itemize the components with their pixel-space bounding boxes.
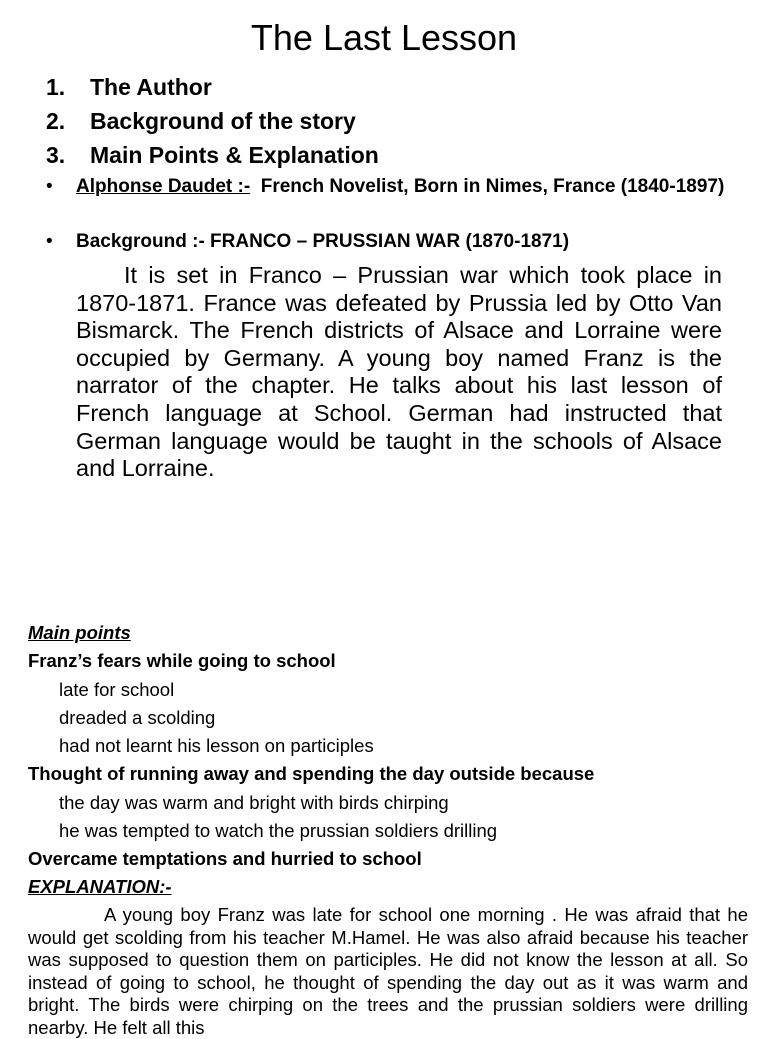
outline-list [46, 70, 379, 172]
main-points-section [0, 618, 768, 1038]
thought-item: the day was warm and bright with birds chirping [59, 792, 449, 813]
thought-item: he was tempted to watch the prussian soldiers drilling [59, 820, 498, 841]
fear-item: had not learnt his lesson on participles [59, 735, 374, 756]
outline-item [46, 138, 379, 172]
background-heading: Background :- FRANCO – PRUSSIAN WAR (1870-1871) [76, 231, 570, 252]
author-name: Alphonse Daudet :- [76, 176, 251, 197]
outline-number: 2. [46, 108, 66, 134]
overcame-heading: Overcame temptations and hurried to school [28, 848, 422, 869]
author-bullet [46, 176, 726, 198]
outline-item [46, 104, 379, 138]
bullet-icon: • [46, 176, 53, 197]
explanation-paragraph: A young boy Franz was late for school one morning . He was afraid that he would get scolding from his teacher M.Hamel. He was also afraid because his teacher was supposed to question them on participles. He did not know the lesson at all. So instead of going to school, he thought of spending the day out as it was warm and bright. The birds were chirping on the trees and the prussian soldiers were drilling nearby. He felt all this [28, 904, 748, 1038]
outline-number: 1. [46, 74, 66, 100]
fears-heading: Franz’s fears while going to school [28, 650, 336, 671]
background-paragraph: It is set in Franco – Prussian war which took place in 1870-1871. France was defeated by Prussia led by Otto Van Bismarck. The French districts of Alsace and Lorraine were occupied by Germany. A young boy named Franz is the narrator of the chapter. He talks about his last lesson of French language at School. German had instructed that German language would be taught in the schools of Alsace and Lorraine. [76, 262, 722, 482]
bullet-icon: • [46, 231, 53, 252]
outline-item [46, 70, 379, 104]
outline-text: The Author [90, 74, 212, 100]
outline-text: Main Points & Explanation [90, 142, 379, 168]
background-bullet [46, 231, 726, 253]
author-details: French Novelist, Born in Nimes, France (1840-1897) [260, 176, 725, 197]
explanation-heading: EXPLANATION:- [28, 876, 172, 897]
fear-item: dreaded a scolding [59, 707, 216, 728]
fear-item: late for school [59, 679, 175, 700]
main-points-heading: Main points [28, 622, 131, 643]
outline-number: 3. [46, 142, 66, 168]
thought-heading: Thought of running away and spending the day outside because [28, 763, 595, 784]
outline-text: Background of the story [90, 108, 356, 134]
page-title: The Last Lesson [250, 17, 518, 58]
